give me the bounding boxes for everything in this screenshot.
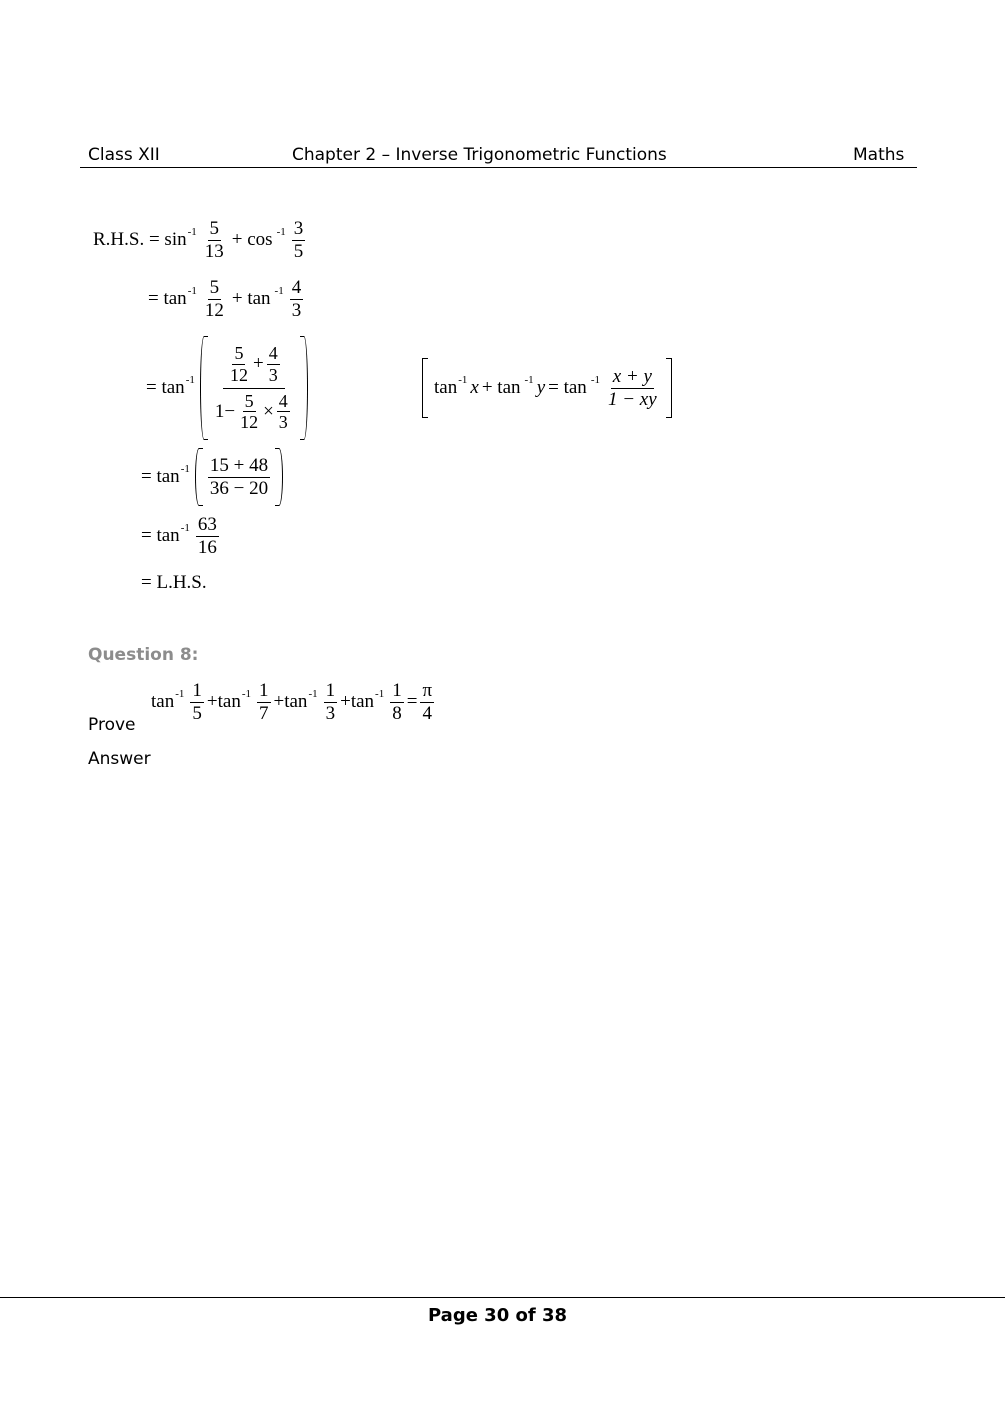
question-title: Question 8: [88,645,199,665]
identity-note: tan -1 x + tan -1 y = tan -1 $\frac{x + y}{1 - xy}$ [422,358,672,418]
page-number: Page 30 of 38 [427,1305,568,1326]
header-class: Class XII [88,145,160,165]
header-subject: Maths [853,145,905,165]
math-line-5: = tan -1 $\frac{63}{16}$ [141,514,217,558]
math-line-2: = tan -1 $\frac{5}{12}$ + tan -1 $\frac{4}{3}$ [148,277,302,321]
math-line-6: = L.H.S. [141,572,207,593]
footer-divider [0,1297,1005,1298]
math-line-1: R.H.S. = sin -1 $\frac{5}{13}$ + cos -1 $\frac{3}{5}$ [93,218,304,262]
math-line-3: = tan -1 $\frac{5}{12}$ + $\frac{4}{3}$ 1− $\frac{5}{12}$ × $\frac{4}{3}$ [146,336,310,440]
prove-label: Prove [88,715,136,735]
header-divider [80,167,917,168]
question-formula: tan -1 $\frac{1}{5}$ + tan -1 $\frac{1}{7}$ + tan -1 $\frac{1}{3}$ + tan -1 $\frac{1}{8}$ = $\frac{\pi}{4}$ [151,680,433,724]
header-chapter: Chapter 2 – Inverse Trigonometric Functions [292,145,667,165]
answer-label: Answer [88,749,151,769]
math-line-4: = tan -1 $\frac{15 + 48}{36 - 20}$ [141,448,285,506]
